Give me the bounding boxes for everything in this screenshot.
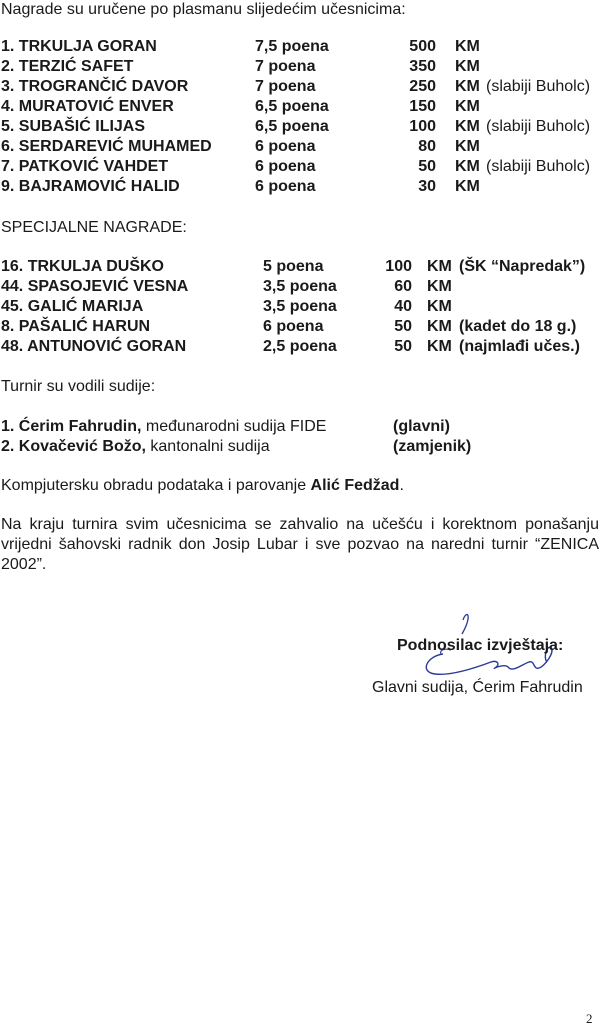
currency: KM bbox=[455, 38, 480, 55]
prize-amount: 100 bbox=[385, 258, 412, 275]
prize-note: (kadet do 18 g.) bbox=[459, 318, 577, 335]
judge-name: 2. Kovačević Božo, bbox=[1, 438, 146, 455]
points: 6,5 poena bbox=[255, 98, 329, 115]
prize-row bbox=[0, 157, 600, 177]
prize-row bbox=[0, 137, 600, 157]
special-heading: SPECIJALNE NAGRADE: bbox=[1, 219, 187, 236]
points: 5 poena bbox=[263, 258, 324, 275]
prize-amount: 80 bbox=[418, 138, 436, 155]
prize-row bbox=[0, 117, 600, 137]
prize-row bbox=[0, 277, 600, 297]
points: 7 poena bbox=[255, 58, 316, 75]
points: 2,5 poena bbox=[263, 338, 337, 355]
currency: KM bbox=[427, 338, 452, 355]
winner-name: 7. PATKOVIĆ VAHDET bbox=[1, 158, 169, 175]
winner-name: 9. BAJRAMOVIĆ HALID bbox=[1, 178, 180, 195]
prize-note: (slabiji Buholc) bbox=[486, 158, 591, 175]
winner-name: 6. SERDAREVIĆ MUHAMED bbox=[1, 138, 212, 155]
intro-text: Nagrade su uručene po plasmanu slijedećim učesnicima: bbox=[1, 1, 406, 18]
currency: KM bbox=[455, 78, 480, 95]
judge-row bbox=[1, 417, 326, 437]
prize-note: (slabiji Buholc) bbox=[486, 118, 591, 135]
prize-amount: 100 bbox=[409, 118, 436, 135]
prize-amount: 40 bbox=[394, 298, 412, 315]
closing-paragraph: Na kraju turnira svim učesnicima se zahvalio na učešću i korektnom ponašanju vrijedni šahovski radnik don Josip Lubar i sve pozvao na naredni turnir “ZENICA 2002”. bbox=[1, 516, 599, 573]
currency: KM bbox=[427, 278, 452, 295]
prize-amount: 150 bbox=[409, 98, 436, 115]
winner-name: 4. MURATOVIĆ ENVER bbox=[1, 98, 174, 115]
prize-amount: 30 bbox=[418, 178, 436, 195]
winner-name: 48. ANTUNOVIĆ GORAN bbox=[1, 338, 187, 355]
prize-row bbox=[0, 337, 600, 357]
prize-row bbox=[0, 77, 600, 97]
prize-amount: 60 bbox=[394, 278, 412, 295]
currency: KM bbox=[427, 318, 452, 335]
computing-name: Alić Fedžad bbox=[310, 477, 400, 494]
signature-title: Podnosilac izvještaja: bbox=[397, 637, 564, 654]
computing-line bbox=[1, 476, 404, 496]
currency: KM bbox=[455, 58, 480, 75]
currency: KM bbox=[455, 178, 480, 195]
judge-role: (glavni) bbox=[393, 418, 450, 435]
winner-name: 44. SPASOJEVIĆ VESNA bbox=[1, 278, 189, 295]
prize-amount: 50 bbox=[394, 338, 412, 355]
prize-amount: 50 bbox=[418, 158, 436, 175]
winner-name: 16. TRKULJA DUŠKO bbox=[1, 258, 164, 275]
winner-name: 8. PAŠALIĆ HARUN bbox=[1, 318, 151, 335]
prize-amount: 500 bbox=[409, 38, 436, 55]
prize-note: (slabiji Buholc) bbox=[486, 78, 591, 95]
judge-name: 1. Ćerim Fahrudin, bbox=[1, 418, 142, 435]
winner-name: 1. TRKULJA GORAN bbox=[1, 38, 157, 55]
judge-desc: kantonalni sudija bbox=[145, 438, 270, 455]
winner-name: 2. TERZIĆ SAFET bbox=[1, 58, 134, 75]
prize-row bbox=[0, 257, 600, 277]
currency: KM bbox=[455, 118, 480, 135]
points: 3,5 poena bbox=[263, 298, 337, 315]
computing-prefix: Kompjutersku obradu podataka i parovanje bbox=[1, 477, 311, 494]
prize-row bbox=[0, 297, 600, 317]
currency: KM bbox=[427, 298, 452, 315]
judge-desc: međunarodni sudija FIDE bbox=[141, 418, 327, 435]
prize-row bbox=[0, 97, 600, 117]
points: 7 poena bbox=[255, 78, 316, 95]
signature-name: Glavni sudija, Ćerim Fahrudin bbox=[372, 679, 583, 696]
prize-amount: 250 bbox=[409, 78, 436, 95]
points: 7,5 poena bbox=[255, 38, 329, 55]
winner-name: 5. SUBAŠIĆ ILIJAS bbox=[1, 118, 146, 135]
prize-note: (najmlađi učes.) bbox=[459, 338, 580, 355]
prize-amount: 50 bbox=[394, 318, 412, 335]
points: 6,5 poena bbox=[255, 118, 329, 135]
points: 6 poena bbox=[255, 138, 316, 155]
currency: KM bbox=[427, 258, 452, 275]
judge-row bbox=[1, 437, 270, 457]
prize-note: (ŠK “Napredak”) bbox=[459, 258, 586, 275]
page-number: 2 bbox=[586, 1011, 593, 1026]
currency: KM bbox=[455, 158, 480, 175]
prize-amount: 350 bbox=[409, 58, 436, 75]
judge-role: (zamjenik) bbox=[393, 438, 472, 455]
prize-row bbox=[0, 37, 600, 57]
points: 6 poena bbox=[263, 318, 324, 335]
points: 3,5 poena bbox=[263, 278, 337, 295]
points: 6 poena bbox=[255, 158, 316, 175]
prize-row bbox=[0, 177, 600, 197]
currency: KM bbox=[455, 138, 480, 155]
winner-name: 3. TROGRANČIĆ DAVOR bbox=[1, 78, 189, 95]
judges-intro: Turnir su vodili sudije: bbox=[1, 378, 156, 395]
prize-row bbox=[0, 57, 600, 77]
currency: KM bbox=[455, 98, 480, 115]
prize-row bbox=[0, 317, 600, 337]
winner-name: 45. GALIĆ MARIJA bbox=[1, 298, 144, 315]
points: 6 poena bbox=[255, 178, 316, 195]
computing-suffix: . bbox=[399, 477, 404, 494]
